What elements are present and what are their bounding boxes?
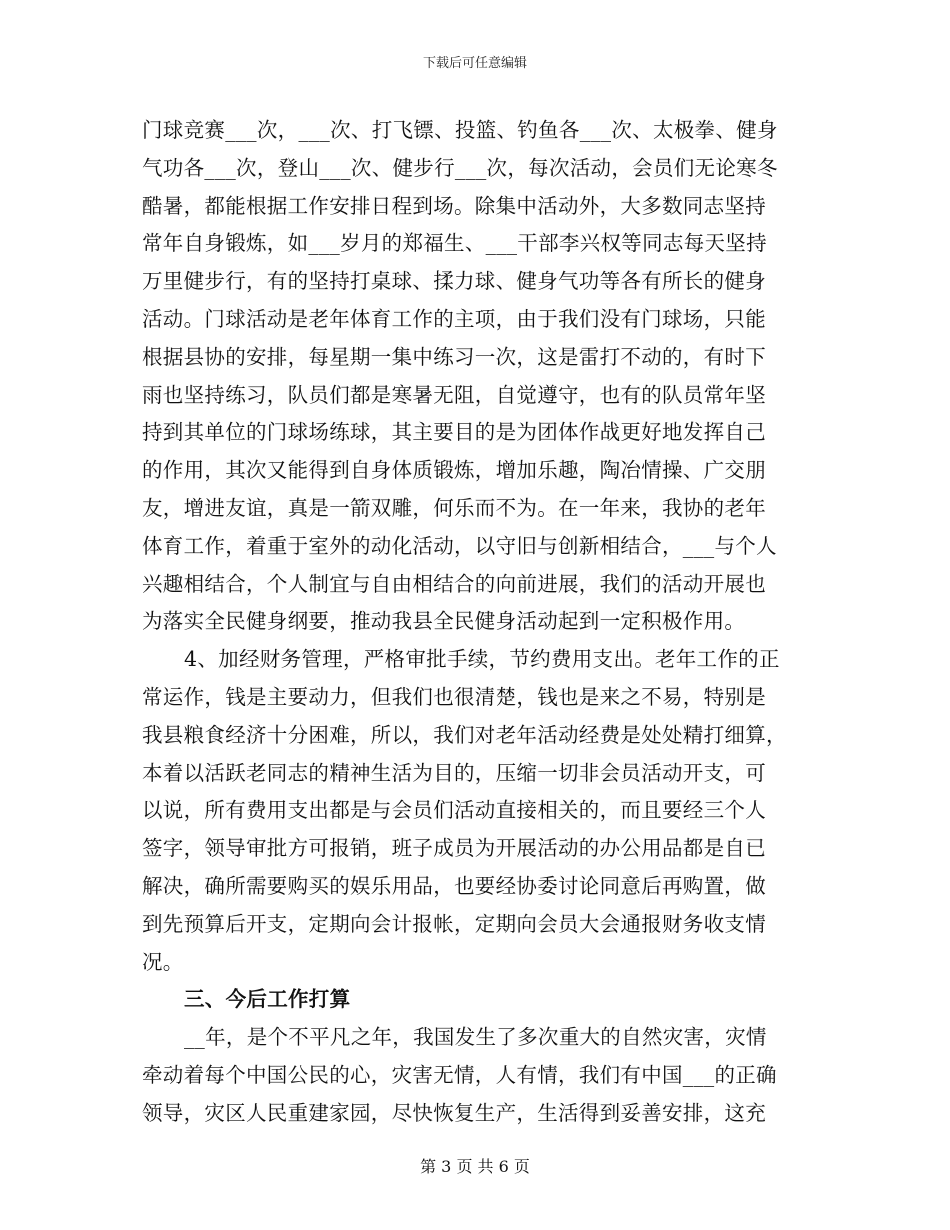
page-header: 下载后可任意编辑 xyxy=(422,56,527,71)
body-line: 4、加经财务管理，严格审批手续，节约费用支出。老年工作的正 xyxy=(184,647,780,672)
body-line: 本着以活跃老同志的精神生活为目的，压缩一切非会员活动开支，可 xyxy=(142,760,766,785)
body-line: 为落实全民健身纲要，推动我县全民健身活动起到一定积极作用。 xyxy=(142,609,746,634)
body-line: 酷暑，都能根据工作安排日程到场。除集中活动外，大多数同志坚持 xyxy=(142,193,766,218)
body-line: 牵动着每个中国公民的心，灾害无情，人有情，我们有中国___的正确 xyxy=(142,1062,777,1087)
page-footer: 第 3 页 共 6 页 xyxy=(420,1157,530,1176)
body-line: 门球竞赛___次，___次、打飞镖、投篮、钓鱼各___次、太极拳、健身 xyxy=(142,118,778,142)
body-line: 友，增进友谊，真是一箭双雕，何乐而不为。在一年来，我协的老年 xyxy=(142,495,766,520)
body-line: 的作用，其次又能得到自身体质锻炼，增加乐趣，陶冶情操、广交朋 xyxy=(142,458,766,483)
body-line: 体育工作，着重于室外的动化活动，以守旧与创新相结合，___与个人 xyxy=(142,533,777,558)
body-line: 常运作，钱是主要动力，但我们也很清楚，钱也是来之不易，特别是 xyxy=(142,684,766,709)
body-line: 我县粮食经济十分困难，所以，我们对老年活动经费是处处精打细算， xyxy=(142,722,787,747)
body-line: 解决，确所需要购买的娱乐用品，也要经协委讨论同意后再购置，做 xyxy=(142,873,766,898)
body-line: 万里健步行，有的坚持打桌球、揉力球、健身气功等各有所长的健身 xyxy=(142,269,766,294)
body-line: 到先预算后开支，定期向会计报帐，定期向会员大会通报财务收支情 xyxy=(142,911,766,936)
section-heading: 三、今后工作打算 xyxy=(184,987,351,1012)
body-line: 持到其单位的门球场练球，其主要目的是为团体作战更好地发挥自己 xyxy=(142,420,766,445)
body-line: 领导，灾区人民重建家园，尽快恢复生产，生活得到妥善安排，这充 xyxy=(142,1100,766,1125)
body-line: 况。 xyxy=(142,949,184,974)
body-line: 气功各___次，登山___次、健步行___次，每次活动，会员们无论寒冬 xyxy=(142,155,778,180)
body-line: 根据县协的安排，每星期一集中练习一次，这是雷打不动的，有时下 xyxy=(142,344,766,369)
body-line: 以说，所有费用支出都是与会员们活动直接相关的，而且要经三个人 xyxy=(142,798,766,823)
body-line: 兴趣相结合，个人制宜与自由相结合的向前进展，我们的活动开展也 xyxy=(142,571,766,596)
body-line: __年，是个不平凡之年，我国发生了多次重大的自然灾害，灾情 xyxy=(184,1025,767,1050)
body-line: 常年自身锻炼，如___岁月的郑福生、___干部李兴权等同志每天坚持 xyxy=(142,231,767,256)
body-line: 活动。门球活动是老年体育工作的主项，由于我们没有门球场，只能 xyxy=(142,306,766,331)
body-line: 签字，领导审批方可报销，班子成员为开展活动的办公用品都是自已 xyxy=(142,836,766,861)
body-line: 雨也坚持练习，队员们都是寒暑无阻，自觉遵守，也有的队员常年坚 xyxy=(142,382,766,407)
document-body xyxy=(142,112,812,1133)
